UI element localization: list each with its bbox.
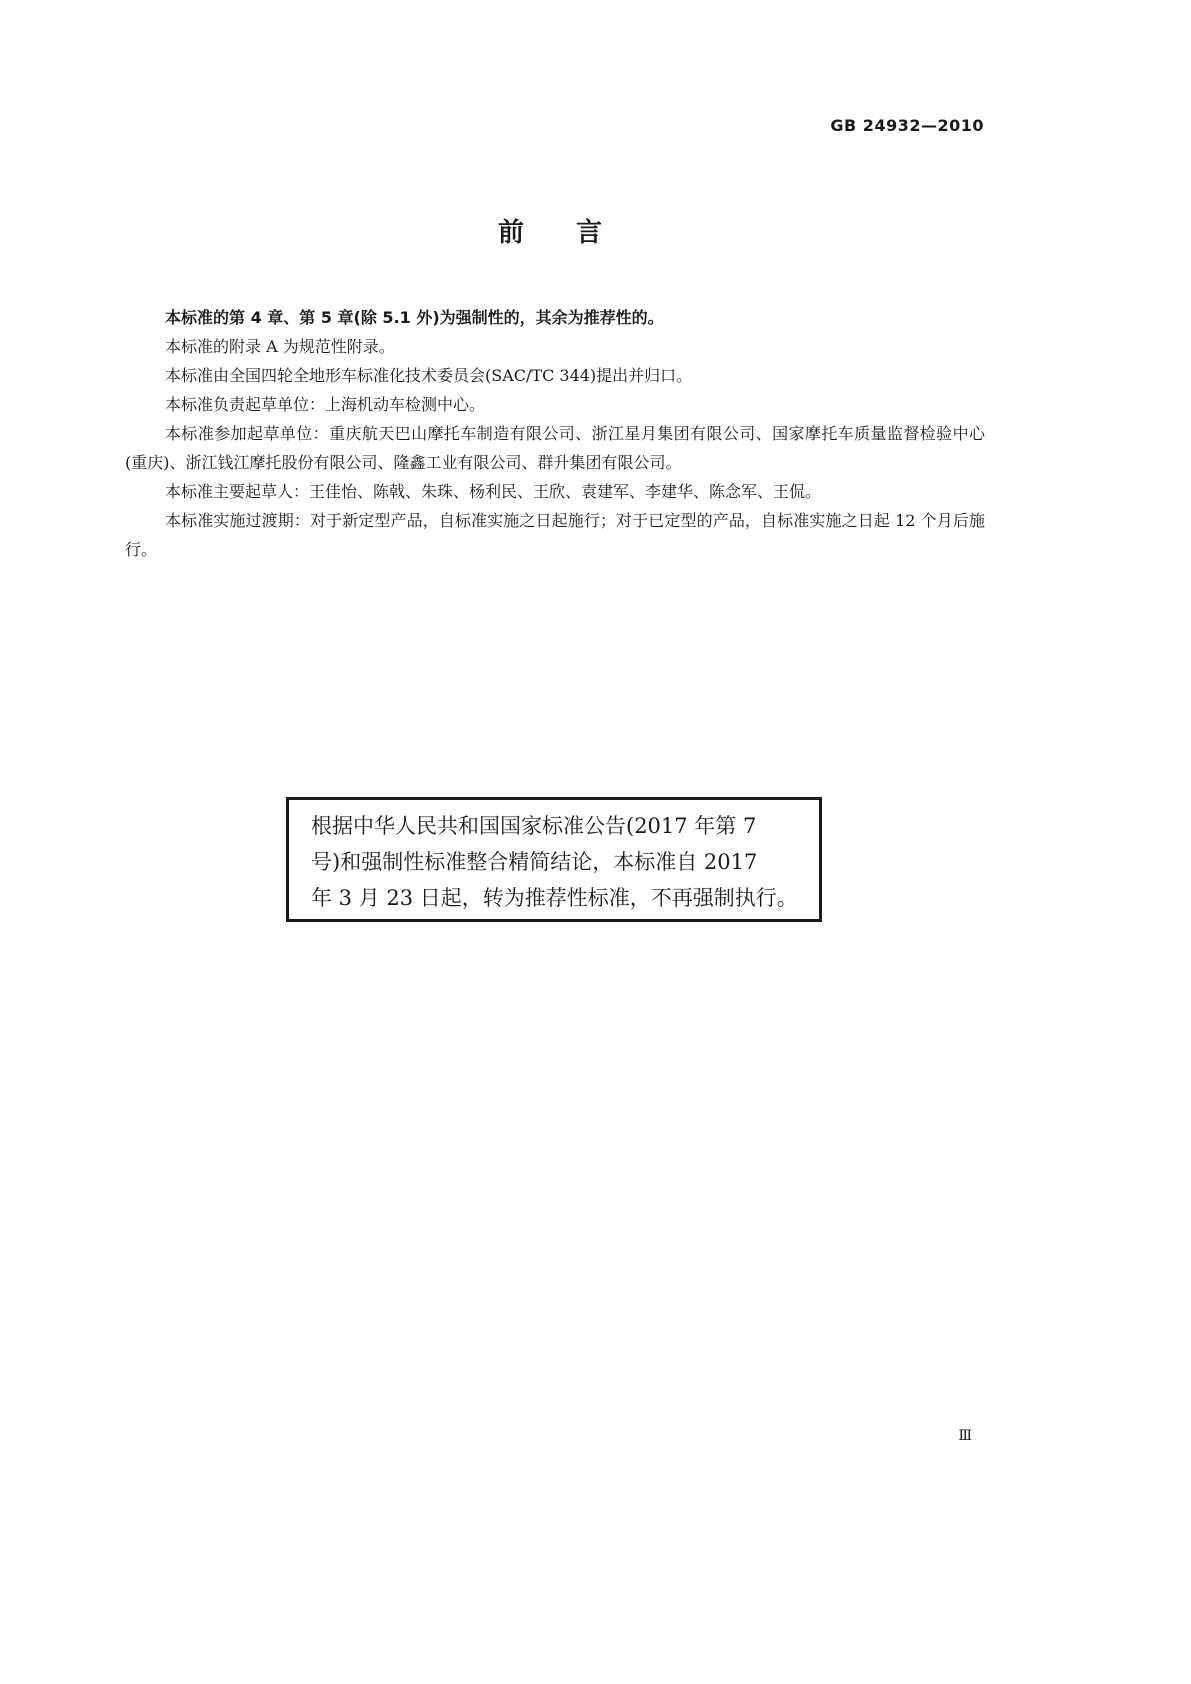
paragraph-mandatory-scope: 本标准的第 4 章、第 5 章(除 5.1 外)为强制性的，其余为推荐性的。 — [165, 308, 664, 327]
status-notice-box — [286, 797, 822, 922]
paragraph-transition-period: 本标准实施过渡期：对于新定型产品，自标准实施之日起施行；对于已定型的产品，自标准实施之日起 12 个月后施行。 — [125, 511, 985, 559]
paragraph-lead-drafter: 本标准负责起草单位：上海机动车检测中心。 — [165, 395, 486, 414]
paragraph-proposer: 本标准由全国四轮全地形车标准化技术委员会(SAC/TC 344)提出并归口。 — [165, 366, 693, 385]
notice-line: 年 3 月 23 日起，转为推荐性标准，不再强制执行。 — [311, 886, 798, 910]
page-title — [0, 212, 1100, 249]
notice-line: 号)和强制性标准整合精简结论，本标准自 2017 — [311, 850, 758, 874]
notice-line: 根据中华人民共和国国家标准公告(2017 年第 7 — [311, 814, 757, 838]
paragraph-annex: 本标准的附录 A 为规范性附录。 — [165, 337, 395, 356]
title-char-1: 前 — [497, 218, 524, 248]
foreword-body — [125, 303, 985, 564]
paragraph-main-drafters: 本标准主要起草人：王佳怡、陈戟、朱珠、杨利民、王欣、袁建军、李建华、陈念军、王侃。 — [165, 482, 822, 501]
title-char-2: 言 — [576, 218, 603, 248]
page-number: Ⅲ — [958, 1428, 972, 1444]
standard-code: GB 24932—2010 — [830, 116, 984, 135]
paragraph-participating-drafters: 本标准参加起草单位：重庆航天巴山摩托车制造有限公司、浙江星月集团有限公司、国家摩托车质量监督检验中心(重庆)、浙江钱江摩托股份有限公司、隆鑫工业有限公司、群升集团有限公司。 — [125, 424, 985, 472]
